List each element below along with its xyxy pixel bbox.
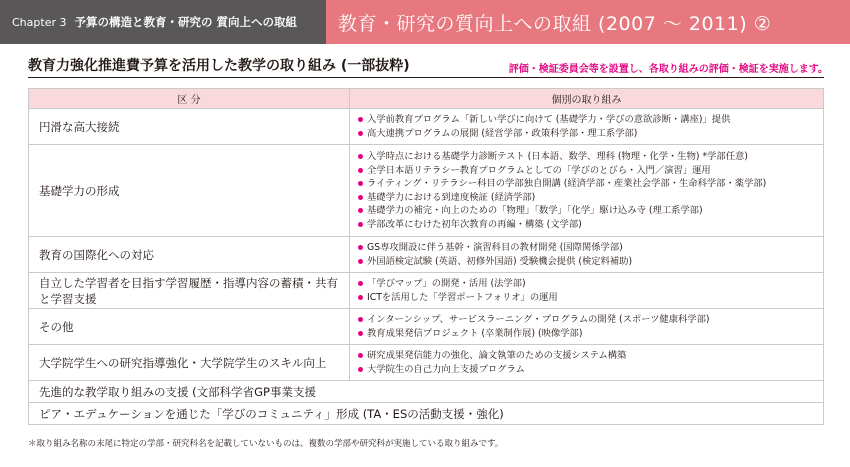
bullet-icon [358,245,363,250]
list-item [358,150,815,164]
bullet-icon [358,331,363,336]
item-text: 大学院生の自己力向上支援プログラム [367,363,525,375]
row-items [350,345,824,381]
bullet-icon [358,367,363,372]
item-text: 教育成果発信プロジェクト (卒業制作展) (映像学部) [367,327,583,339]
bullet-icon [358,353,363,358]
page-title-bar [326,0,850,44]
row-category: 基礎学力の形成 [29,145,350,237]
item-text: インターンシップ、サービスラーニング・プログラムの開発 (スポーツ健康科学部) [367,314,710,325]
section-subtitle: 教育力強化推進費予算を活用した教学の取り組み (一部抜粋) [28,58,410,74]
list-item [358,177,815,191]
table-header-row [29,89,824,109]
bullet-icon [358,131,363,136]
row-items [350,109,824,145]
list-item [358,113,815,127]
row-items [350,145,824,237]
item-text: ライティング・リテラシー科目の学部独自開講 (経済学部・産業社会学部・生命科学部・薬学部) [367,178,767,189]
bullet-icon [358,168,363,173]
list-item [358,127,815,141]
item-text: 高大連携プログラムの展開 (経営学部・政策科学部・理工系学部) [367,127,638,139]
row-category: 自立した学習者を目指す学習履歴・指導内容の蓄積・共有と学習支援 [29,273,350,309]
bullet-icon [358,295,363,300]
item-text: GS専攻開設に伴う基幹・演習科目の教材開発 (国際関係学部) [367,242,623,253]
row-category: その他 [29,309,350,345]
list-item [358,164,815,178]
full-width-row: ピア・エデュケーションを通じた「学びのコミュニティ」形成 (TA・ESの活動支援・強化) [29,403,824,425]
table-row [29,273,824,309]
bullet-icon [358,195,363,200]
row-category: 教育の国際化への対応 [29,237,350,273]
table-row [29,109,824,145]
bullet-icon [358,181,363,186]
row-category: 大学院学生への研究指導強化・大学院学生のスキル向上 [29,345,350,381]
list-item [358,204,815,218]
bullet-icon [358,317,363,322]
item-text: 研究成果発信能力の強化、論文執筆のための支援システム構築 [367,350,627,361]
item-text: 「学びマップ」の開発・活用 (法学部) [367,278,526,289]
item-text: 学部改革にむけた初年次教育の再編・構築 (文学部) [367,218,582,230]
chapter-title: 予算の構造と教育・研究の 質向上への取組 [74,15,297,29]
table-row [29,237,824,273]
page-title: 教育・研究の質向上への取組 (2007 ～ 2011) ② [338,12,772,35]
bullet-icon [358,154,363,159]
table-row [29,145,824,237]
bullet-icon [358,208,363,213]
title-rule [28,77,824,78]
item-text: 基礎学力の補完・向上のための「物理」「数学」「化学」駆け込み寺 (理工系学部) [367,205,703,216]
table-row [29,403,824,425]
list-item [358,291,815,305]
bullet-icon [358,222,363,227]
list-item [358,363,815,377]
list-item [358,255,815,269]
list-item [358,277,815,291]
initiatives-table [28,88,824,425]
chapter-header [0,0,326,44]
table-row [29,309,824,345]
bullet-icon [358,259,363,264]
item-text: ICTを活用した「学習ポートフォリオ」の運用 [367,291,558,303]
list-item [358,218,815,232]
evaluation-note: 評価・検証委員会等を設置し、各取り組みの評価・検証を実施します。 [508,64,828,75]
item-text: 入学時点における基礎学力診断テスト (日本語、数学、理科 (物理・化学・生物) *学部任意) [367,151,748,162]
column-header-items: 個別の取り組み [350,89,824,109]
item-text: 基礎学力における到達度検証 (経済学部) [367,191,536,203]
list-item [358,313,815,327]
chapter-number: Chapter 3 [12,15,67,29]
table-row [29,345,824,381]
table-row [29,381,824,403]
footnote: ＊取り組み名称の末尾に特定の学部・研究科名を記載していないものは、複数の学部や研究科が実施している取り組みです。 [28,439,504,449]
list-item [358,191,815,205]
item-text: 外国語検定試験 (英語、初修外国語) 受験機会提供 (検定料補助) [367,255,633,267]
bullet-icon [358,117,363,122]
row-items [350,273,824,309]
row-items [350,309,824,345]
bullet-icon [358,281,363,286]
list-item [358,241,815,255]
list-item [358,327,815,341]
row-category: 円滑な高大接続 [29,109,350,145]
row-items [350,237,824,273]
list-item [358,349,815,363]
full-width-row: 先進的な教学取り組みの支援 (文部科学省GP事業支援 [29,381,824,403]
column-header-category: 区 分 [29,89,350,109]
item-text: 入学前教育プログラム「新しい学びに向けて (基礎学力・学びの意欲診断・講座)」提供 [367,114,731,125]
item-text: 全学日本語リテラシー教育プログラムとしての「学びのとびら・入門／演習」運用 [367,164,711,176]
